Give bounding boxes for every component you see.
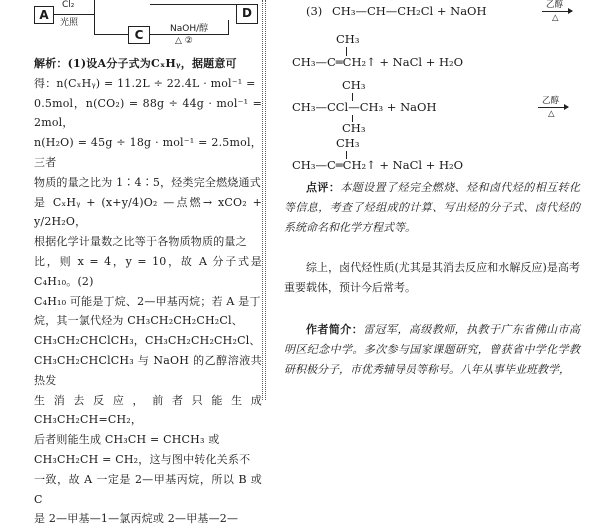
label-light: 光照: [60, 18, 79, 28]
box-c: C: [128, 26, 150, 44]
label-naoh: NaOH/醇: [170, 24, 209, 34]
box-d: D: [236, 4, 258, 24]
comment-body: 本题设置了烃完全燃烧、烃和卤代烃的相互转化等信息，考查了烃组成的计算、写出烃的分子式、卤代烃的系统命名和化学方程式等。: [284, 181, 581, 234]
analysis-text: [34, 54, 262, 529]
eq1-arrow: [542, 11, 572, 12]
right-column: [284, 0, 584, 400]
author-paragraph: [284, 320, 580, 379]
analysis-line-12: CH₃CH₂CHClCH₃ 与 NaOH 的乙醇溶液共热发: [34, 353, 262, 387]
analysis-line-8: 比，则 x = 4，y = 10，故 A 分子式是 C₄H₁₀。(2): [34, 254, 262, 288]
eq2-branch-ch3: CH₃: [336, 32, 360, 46]
connector-to-c: [94, 34, 128, 35]
left-column: [30, 0, 262, 526]
summary-text: 综上，卤代烃性质(尤其是其消去反应和水解反应)是高考重要载体，预计今后常考。: [284, 261, 580, 294]
connector-vertical: [94, 0, 95, 35]
analysis-line-11: CH₃CH₂CHClCH₃，CH₃CH₂CH₂CH₂Cl、: [34, 334, 261, 348]
label-cl2: Cl₂: [62, 0, 75, 10]
column-divider: [262, 0, 266, 400]
analysis-line-13: 生消去反应，前者只能生成 CH₃CH₂CH=CH₂，: [34, 393, 262, 427]
analysis-line-7: 根据化学计量数之比等于各物质物质的量之: [34, 235, 247, 249]
analysis-line-2: 得：n(CₓHᵧ) = 11.2L ÷ 22.4L · mol⁻¹ =: [34, 76, 256, 90]
analysis-line: [34, 54, 262, 74]
top-line-d: [150, 4, 236, 5]
author-label: 作者简介：: [306, 323, 364, 336]
eq3-arrow-heat: △: [548, 109, 555, 119]
author-body: 雷冠军，高级教师，执教于广东省佛山市高明区纪念中学。多次参与国家课题研究，曾获省中学化学教研积极分子，市优秀辅导员等称号。八年从事毕业班教学，: [284, 323, 581, 376]
arrow-c-to-d: [150, 34, 228, 35]
eq3-branch-ch3-bottom: CH₃: [342, 121, 366, 135]
eq1-arrow-condition: 乙醇: [546, 0, 564, 10]
eq2-formula: CH₃—C═CH₂↑ + NaCl + H₂O: [292, 55, 464, 69]
comment: [284, 178, 580, 237]
eq4-branch-ch3: CH₃: [336, 136, 360, 150]
eq4-formula: CH₃—C═CH₂↑ + NaCl + H₂O: [292, 158, 464, 172]
eq3-formula: CH₃—CCl—CH₃ + NaOH: [292, 100, 437, 114]
eq3-arrow-condition: 乙醇: [542, 96, 560, 106]
analysis-line-10: 烷，其一氯代烃为 CH₃CH₂CH₂CH₂Cl、: [34, 314, 243, 328]
summary-paragraph: [284, 258, 580, 298]
eq1-number: (3): [306, 4, 323, 18]
analysis-line-1: 解析：(1)设A分子式为CₓHᵧ，据题意可: [34, 57, 237, 70]
analysis-line-15: CH₃CH₂CH = CH₂，这与图中转化关系不: [34, 452, 251, 466]
author-bio: [284, 320, 580, 379]
comment-paragraph: [284, 178, 580, 237]
analysis-line-4: n(H₂O) = 45g ÷ 18g · mol⁻¹ = 2.5mol，三者: [34, 136, 262, 169]
analysis-line-5: 物质的量之比为 1∶4∶5，烃类完全燃烧通式: [34, 175, 261, 189]
analysis-line-9: C₄H₁₀ 可能是丁烷、2—甲基丙烷；若 A 是丁: [34, 294, 261, 308]
analysis-line-14: 后者则能生成 CH₃CH = CHCH₃ 或: [34, 433, 220, 447]
box-a: A: [34, 6, 54, 24]
eq1-arrow-heat: △: [552, 13, 559, 23]
eq1-formula: CH₃—CH—CH₂Cl + NaOH: [332, 4, 487, 18]
analysis-line-16: 一致，故 A 一定是 2—甲基丙烷，所以 B 或 C: [34, 472, 262, 506]
analysis-line-3: 0.5mol，n(CO₂) = 88g ÷ 44g · mol⁻¹ = 2mol，: [34, 96, 262, 130]
analysis-line-17: 是 2—甲基—1—氯丙烷或 2—甲基—2—: [34, 512, 239, 526]
eq3-arrow: [538, 107, 568, 108]
reaction-flow-diagram: [30, 0, 260, 50]
eq3-branch-ch3-top: CH₃: [342, 78, 366, 92]
comment-label: 点评：: [306, 181, 341, 194]
analysis-line-6: 是 CₓHᵧ + (x+y/4)O₂ —点燃→ xCO₂ + y/2H₂O，: [34, 195, 262, 229]
connector-d: [228, 20, 229, 35]
label-step: △ ②: [175, 36, 193, 46]
